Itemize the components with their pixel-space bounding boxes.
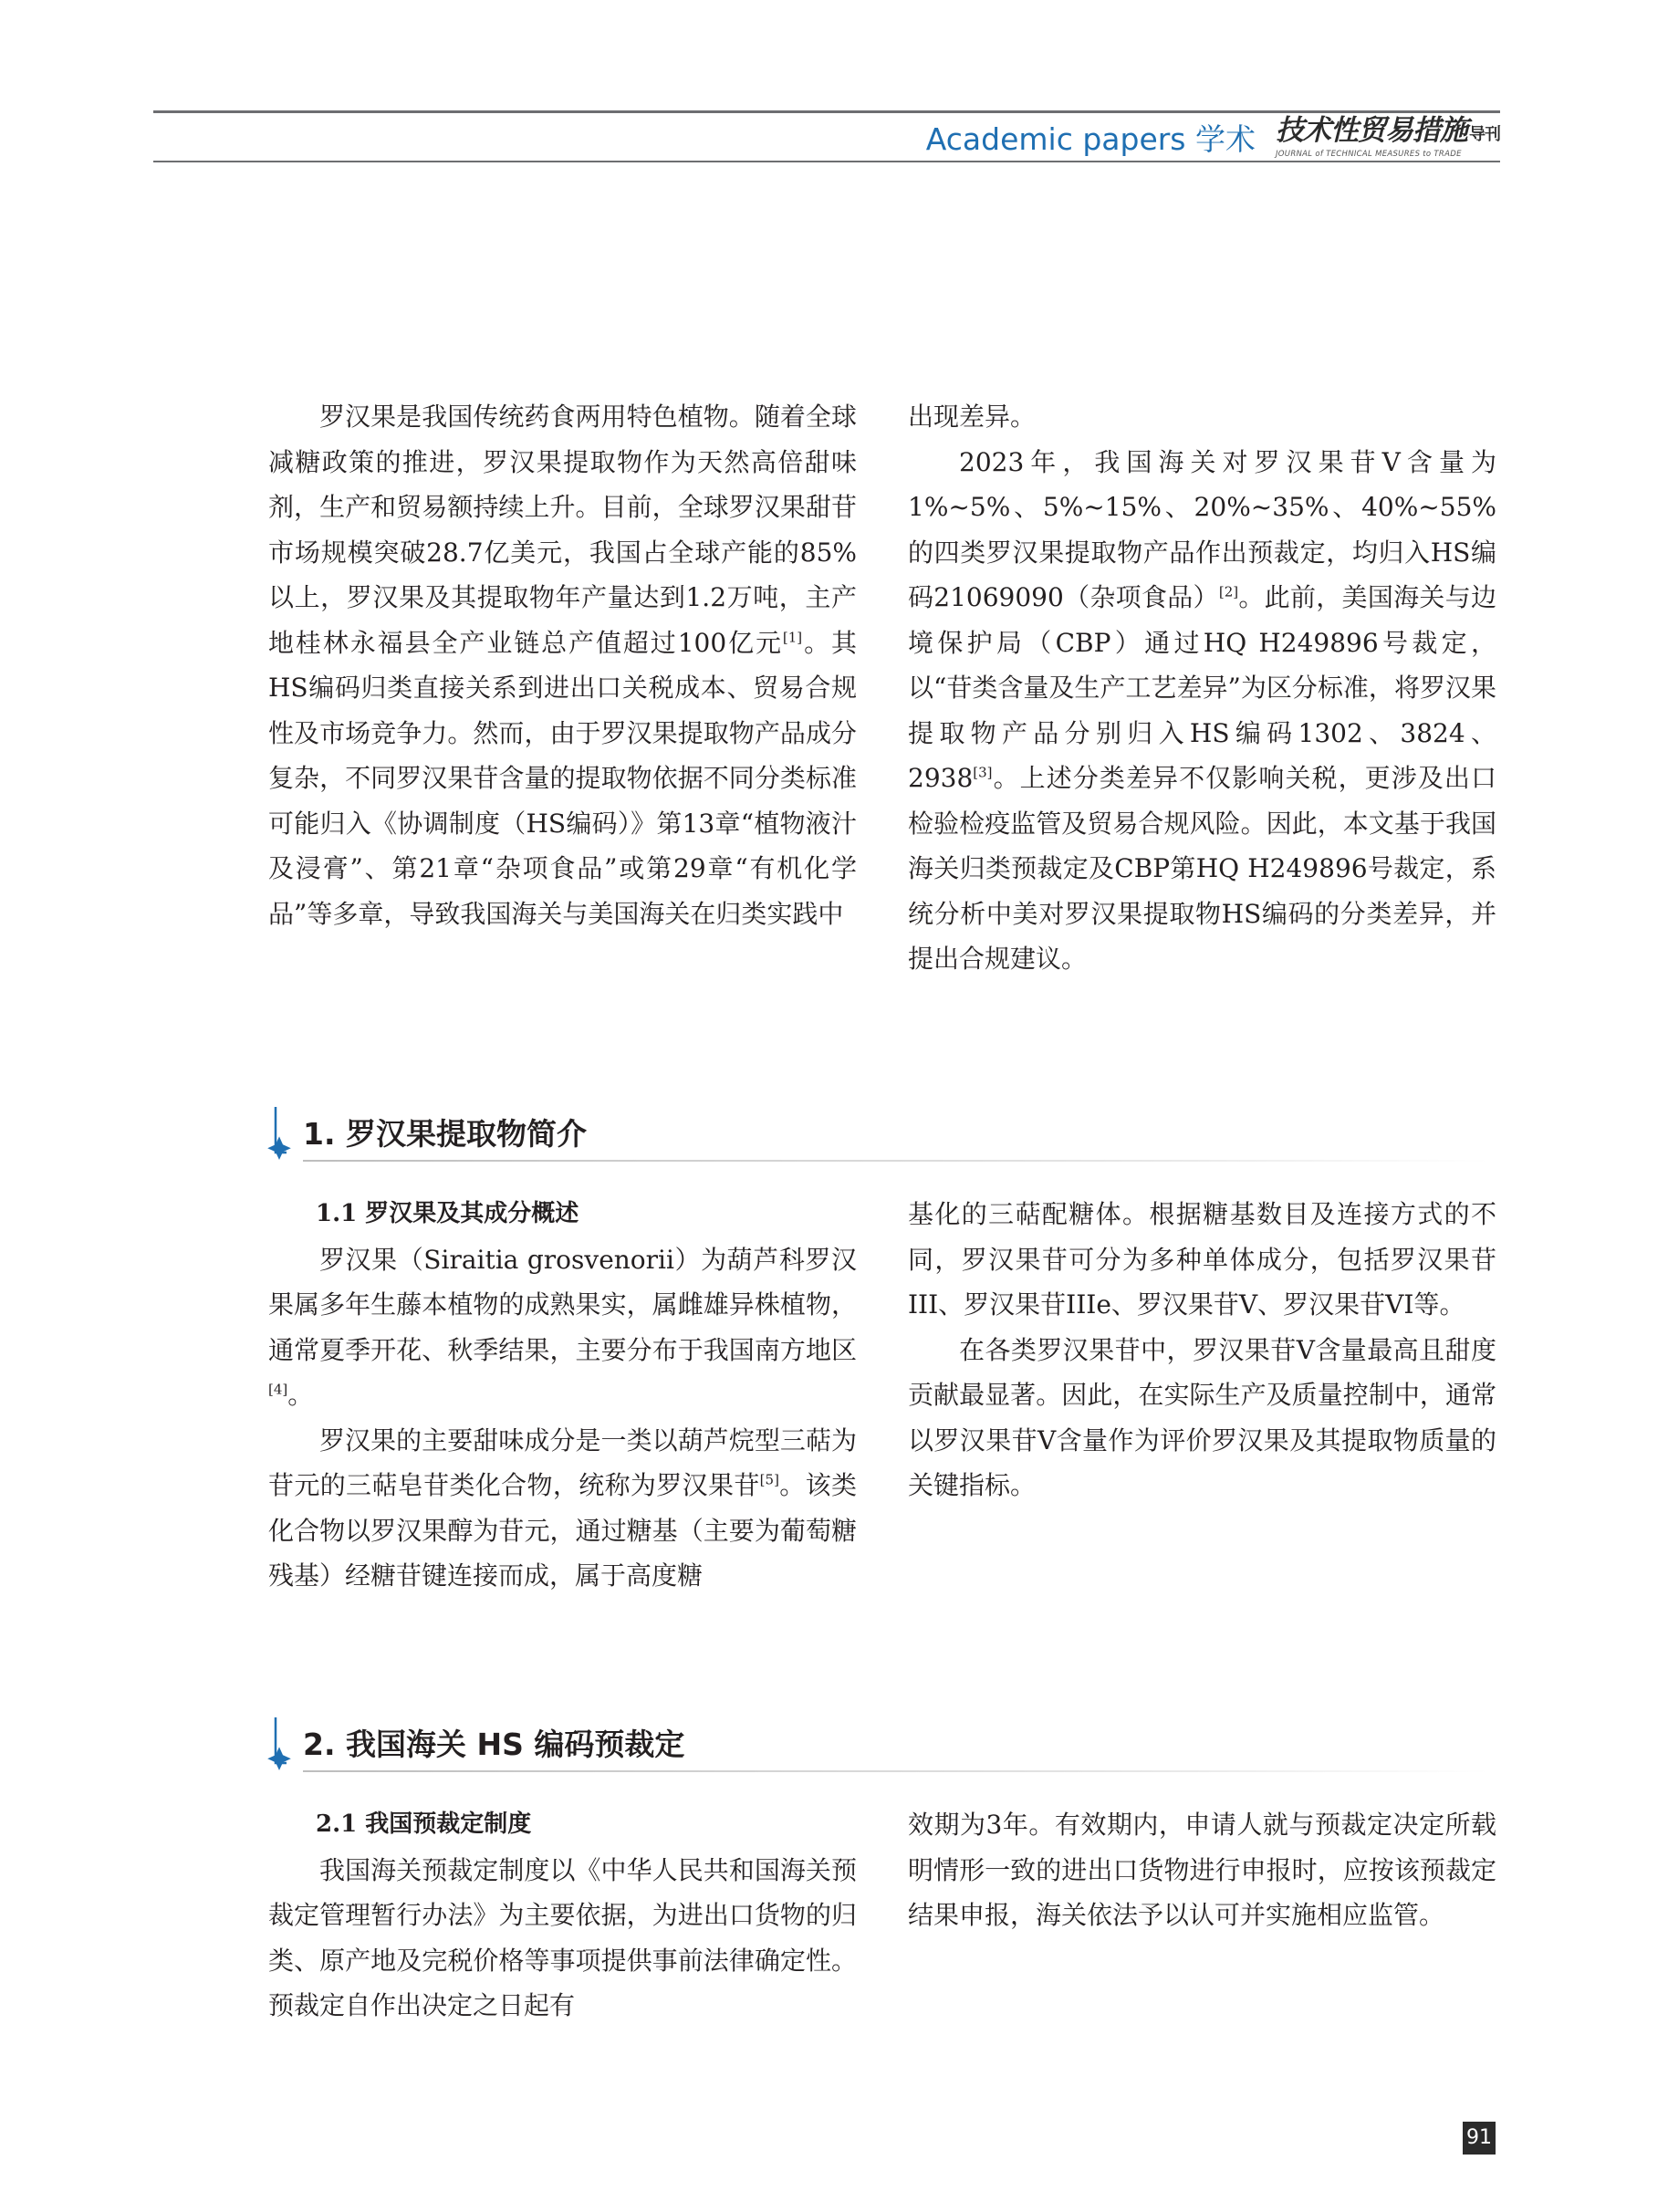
page-number: 91 — [1463, 2122, 1496, 2155]
body-paragraph: 我国海关预裁定制度以《中华人民共和国海关预裁定管理暂行办法》为主要依据，为进出口货物的归类、原产地及完税价格等事项提供事前法律确定性。预裁定自作出决定之日起有 — [268, 1854, 857, 2020]
body-paragraph: 罗汉果（Siraitia grosvenorii）为葫芦科罗汉果属多年生藤本植物的成熟果实，属雌雄异株植物，通常夏季开花、秋季结果，主要分布于我国南方地区[4]。 — [268, 1244, 857, 1410]
section1-right-column — [908, 1192, 1496, 1508]
section-title: 1. 罗汉果提取物简介 — [303, 1116, 587, 1152]
intro-carry-text: 出现差异。 — [908, 402, 1037, 432]
section2-left-column — [268, 1802, 857, 2029]
running-header — [925, 113, 1500, 159]
journal-title: 技术性贸易措施 — [1276, 113, 1467, 147]
body-paragraph: 罗汉果的主要甜味成分是一类以葫芦烷型三萜为苷元的三萜皂苷类化合物，统称为罗汉果苷[5]。该类化合物以罗汉果醇为苷元，通过糖基（主要为葡萄糖残基）经糖苷键连接而成，属于高度糖 — [268, 1424, 857, 1591]
journal-subtitle: JOURNAL of TECHNICAL MEASURES to TRADE — [1276, 149, 1462, 159]
section-heading-2 — [263, 1712, 1504, 1779]
journal-logo — [1276, 113, 1500, 159]
citation: [1] — [782, 629, 803, 646]
header-rule-bottom — [153, 161, 1500, 162]
intro-left-column — [268, 394, 857, 936]
intro-paragraph: 2023年，我国海关对罗汉果苷V含量为1%~5%、5%~15%、20%~35%、40%~55%的四类罗汉果提取物产品作出预裁定，均归入HS编码21069090（杂项食品）[2]。此前，美国海关与边境保护局（CBP）通过HQ H249896号裁定，以“苷类含量及生产工艺差异”为区分标准，将罗汉果提取物产品分别归入HS编码1302、3824、2938[3]。上述分类差异不仅影响关税，更涉及出口检验检疫监管及贸易合规风险。因此，本文基于我国海关归类预裁定及CBP第HQ H249896号裁定，系统分析中美对罗汉果提取物HS编码的分类差异，并提出合规建议。 — [908, 446, 1496, 974]
section-rule — [303, 1160, 1489, 1162]
citation: [3] — [973, 764, 993, 781]
section-label: Academic papers 学术 — [925, 120, 1256, 157]
section2-right-column — [908, 1802, 1496, 1938]
section-rule — [303, 1770, 1489, 1772]
subsection-heading: 1.1 罗汉果及其成分概述 — [316, 1200, 579, 1227]
intro-right-column — [908, 394, 1496, 982]
intro-paragraph: 罗汉果是我国传统药食两用特色植物。随着全球减糖政策的推进，罗汉果提取物作为天然高倍甜味剂，生产和贸易额持续上升。目前，全球罗汉果甜苷市场规模突破28.7亿美元，我国占全球产能的85%以上，罗汉果及其提取物年产量达到1.2万吨，主产地桂林永福县全产业链总产值超过100亿元[1]。其HS编码归类直接关系到进出口关税成本、贸易合规性及市场竞争力。然而，由于罗汉果提取物产品成分复杂，不同罗汉果苷含量的提取物依据不同分类标准可能归入《协调制度（HS编码）》第13章“植物液汁及浸膏”、第21章“杂项食品”或第29章“有机化学品”等多章，导致我国海关与美国海关在归类实践中 — [268, 402, 857, 929]
section-bracket-icon — [263, 1712, 299, 1779]
carry-text: 效期为3年。有效期内，申请人就与预裁定决定所载明情形一致的进出口货物进行申报时，应按该预裁定结果申报，海关依法予以认可并实施相应监管。 — [908, 1810, 1496, 1930]
citation: [5] — [759, 1471, 779, 1488]
section-title: 2. 我国海关 HS 编码预裁定 — [303, 1727, 685, 1762]
subsection-heading: 2.1 我国预裁定制度 — [316, 1810, 532, 1838]
citation: [4] — [268, 1381, 288, 1398]
section1-left-column — [268, 1192, 857, 1599]
citation: [2] — [1218, 583, 1239, 600]
body-paragraph: 在各类罗汉果苷中，罗汉果苷V含量最高且甜度贡献最显著。因此，在实际生产及质量控制中，通常以罗汉果苷V含量作为评价罗汉果及其提取物质量的关键指标。 — [908, 1334, 1496, 1500]
carry-text: 基化的三萜配糖体。根据糖基数目及连接方式的不同，罗汉果苷可分为多种单体成分，包括罗汉果苷III、罗汉果苷IIIe、罗汉果苷V、罗汉果苷VI等。 — [908, 1199, 1496, 1320]
section-bracket-icon — [263, 1101, 299, 1169]
journal-tag: 导刊 — [1469, 124, 1500, 144]
section-heading-1 — [263, 1101, 1504, 1169]
